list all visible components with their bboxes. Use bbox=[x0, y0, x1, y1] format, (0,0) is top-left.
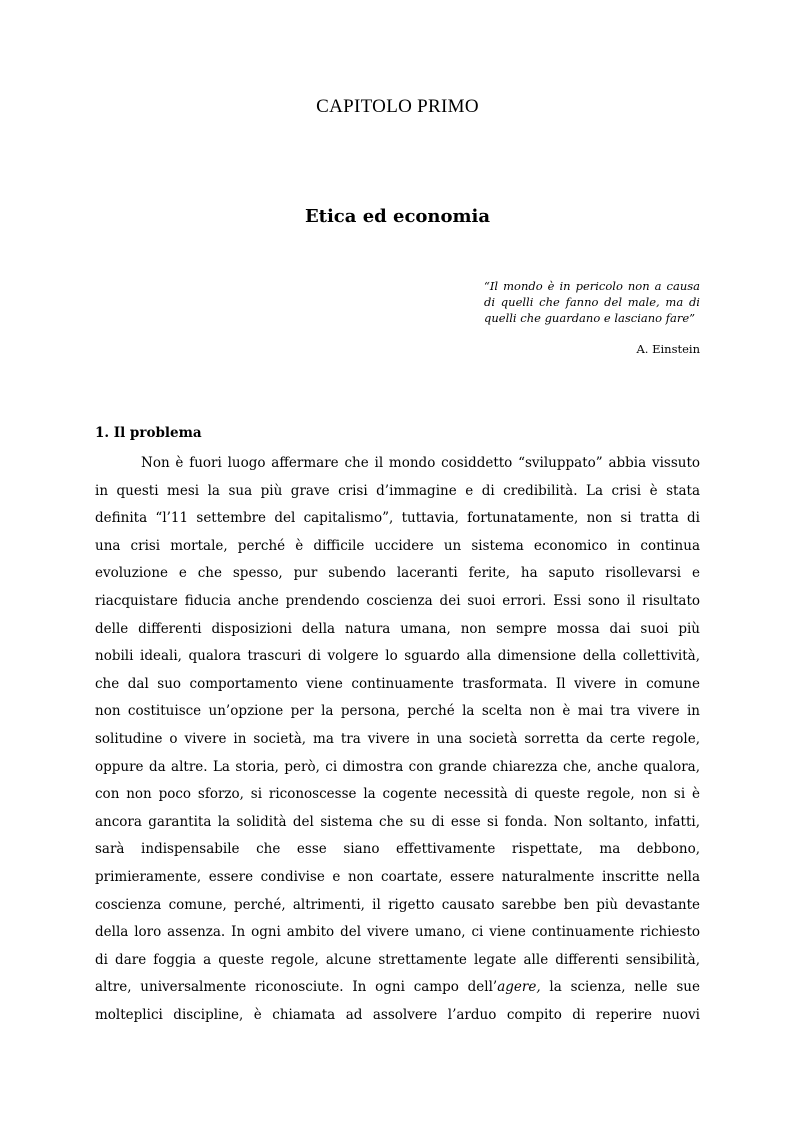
body-line: delle differenti disposizioni della natura umana, non sempre mossa dai suoi più bbox=[95, 620, 700, 637]
section-body bbox=[95, 450, 700, 1029]
body-line: che dal suo comportamento viene continuamente trasformata. Il vivere in comune bbox=[95, 675, 700, 692]
epigraph-quote: “Il mondo è in pericolo non a causa di quelli che fanno del male, ma di quelli che guardano e lasciano fare” bbox=[484, 279, 700, 325]
body-line: coscienza comune, perché, altrimenti, il rigetto causato sarebbe ben più devastante bbox=[95, 896, 700, 913]
body-text: la scienza, nelle sue bbox=[540, 979, 700, 996]
body-line: in questi mesi la sua più grave crisi d’immagine e di credibilità. La crisi è stata bbox=[95, 482, 700, 499]
body-line: di dare foggia a queste regole, alcune strettamente legate alle differenti sensibilità, bbox=[95, 951, 700, 968]
body-line-mixed bbox=[95, 974, 700, 1002]
body-line: solitudine o vivere in società, ma tra vivere in una società sorretta da certe regole, bbox=[95, 730, 700, 747]
italic-term: agere, bbox=[497, 979, 541, 996]
body-line: molteplici discipline, è chiamata ad assolvere l’arduo compito di reperire nuovi bbox=[95, 1006, 700, 1023]
body-line: non costituisce un’opzione per la persona, perché la scelta non è mai tra vivere in bbox=[95, 703, 700, 720]
body-line: Non è fuori luogo affermare che il mondo cosiddetto “sviluppato” abbia vissuto bbox=[141, 455, 700, 471]
body-line: della loro assenza. In ogni ambito del vivere umano, ci viene continuamente richiesto bbox=[95, 924, 700, 941]
body-line: sarà indispensabile che esse siano effettivamente rispettate, ma debbono, bbox=[95, 841, 700, 858]
body-line: con non poco sforzo, si riconoscesse la cogente necessità di queste regole, non si è bbox=[95, 786, 700, 803]
body-line: ancora garantita la solidità del sistema che su di esse si fonda. Non soltanto, infatti, bbox=[95, 813, 700, 830]
body-text: altre, universalmente riconosciute. In ogni campo dell’ bbox=[95, 979, 498, 996]
body-line: oppure da altre. La storia, però, ci dimostra con grande chiarezza che, anche qualora, bbox=[95, 758, 700, 775]
body-line: evoluzione e che spesso, pur subendo laceranti ferite, ha saputo risollevarsi e bbox=[95, 565, 700, 582]
chapter-title: Etica ed economia bbox=[304, 206, 491, 227]
body-line: una crisi mortale, perché è difficile uccidere un sistema economico in continua bbox=[95, 537, 700, 554]
body-line: definita “l’11 settembre del capitalismo”, tuttavia, fortunatamente, non si tratta di bbox=[95, 510, 700, 527]
body-line: nobili ideali, qualora trascuri di volgere lo sguardo alla dimensione della collettività, bbox=[95, 648, 700, 665]
section-heading: 1. Il problema bbox=[95, 425, 202, 441]
body-line: riacquistare fiducia anche prendendo coscienza dei suoi errori. Essi sono il risultato bbox=[95, 592, 700, 609]
epigraph-author: A. Einstein bbox=[636, 342, 700, 356]
body-line: primieramente, essere condivise e non coartate, essere naturalmente inscritte nella bbox=[95, 868, 700, 885]
chapter-label: CAPITOLO PRIMO bbox=[316, 96, 479, 117]
